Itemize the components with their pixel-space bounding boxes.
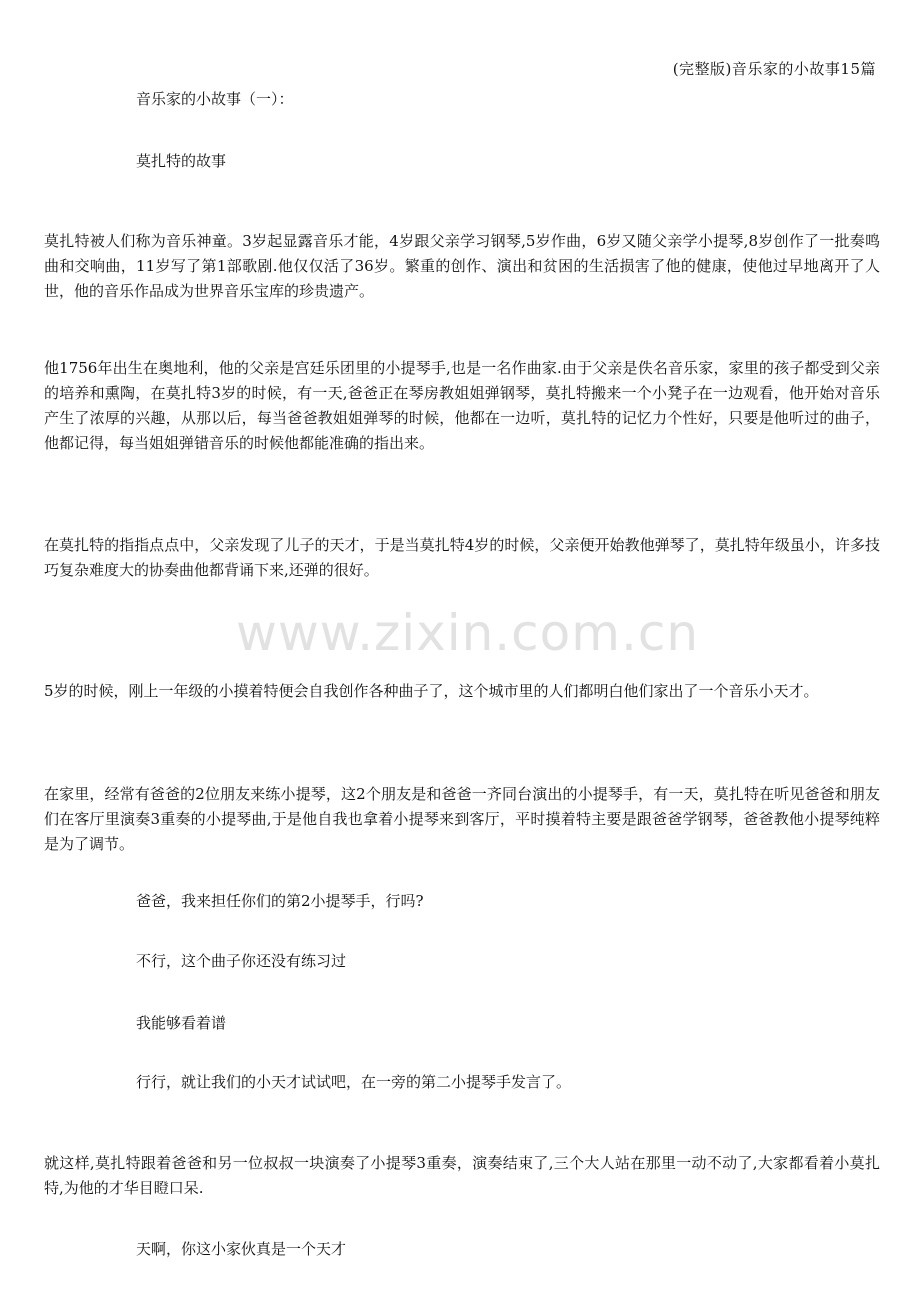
watermark-text: www.zixin.com.cn (236, 604, 700, 662)
paragraph-4: 5岁的时候，刚上一年级的小摸着特便会自我创作各种曲子了，这个城市里的人们都明白他们家出了一个音乐小天才。 (44, 682, 819, 700)
dialogue-line-3: 我能够看着谱 (136, 1014, 227, 1032)
closing-quote: 天啊，你这小家伙真是一个天才 (136, 1240, 347, 1258)
story-title: 莫扎特的故事 (136, 152, 227, 170)
document-header-title: (完整版)音乐家的小故事15篇 (672, 60, 876, 78)
dialogue-line-1: 爸爸，我来担任你们的第2小提琴手，行吗? (136, 892, 424, 910)
section-title: 音乐家的小故事（一）： (136, 90, 294, 108)
dialogue-line-2: 不行，这个曲子你还没有练习过 (136, 952, 347, 970)
paragraph-2: 他1756年出生在奥地利，他的父亲是宫廷乐团里的小提琴手,也是一名作曲家.由于父亲是佚名音乐家，家里的孩子都受到父亲的培养和熏陶，在莫扎特3岁的时候，有一天,爸爸正在琴房教姐姐弹钢琴，莫扎特搬来一个小凳子在一边观看，他开始对音乐产生了浓厚的兴趣，从那以后，每当爸爸教姐姐弹琴的时候，他都在一边听，莫扎特的记忆力个性好，只要是他听过的曲子，他都记得，每当姐姐弹错音乐的时候他都能准确的指出来。 (44, 359, 880, 452)
paragraph-1: 莫扎特被人们称为音乐神童。3岁起显露音乐才能，4岁跟父亲学习钢琴,5岁作曲，6岁又随父亲学小提琴,8岁创作了一批奏鸣曲和交响曲，11岁写了第1部歌剧.他仅仅活了36岁。繁重的创作、演出和贫困的生活损害了他的健康，使他过早地离开了人世，他的音乐作品成为世界音乐宝库的珍贵遗产。 (44, 232, 880, 300)
dialogue-line-4: 行行，就让我们的小天才试试吧，在一旁的第二小提琴手发言了。 (136, 1073, 572, 1091)
paragraph-5: 在家里，经常有爸爸的2位朋友来练小提琴，这2个朋友是和爸爸一齐同台演出的小提琴手，有一天，莫扎特在听见爸爸和朋友们在客厅里演奏3重奏的小提琴曲,于是他自我也拿着小提琴来到客厅，平时摸着特主要是跟爸爸学钢琴，爸爸教他小提琴纯粹是为了调节。 (44, 785, 880, 853)
closing-paragraph: 就这样,莫扎特跟着爸爸和另一位叔叔一块演奏了小提琴3重奏，演奏结束了,三个大人站在那里一动不动了,大家都看着小莫扎特,为他的才华目瞪口呆. (44, 1154, 880, 1197)
paragraph-3: 在莫扎特的指指点点中，父亲发现了儿子的天才，于是当莫扎特4岁的时候，父亲便开始教他弹琴了，莫扎特年级虽小，许多技巧复杂难度大的协奏曲他都背诵下来,还弹的很好。 (44, 536, 880, 579)
